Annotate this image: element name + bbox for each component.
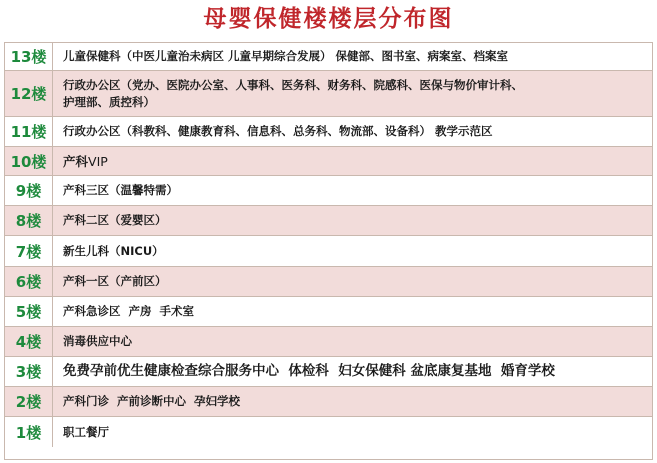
table-row-13 bbox=[5, 43, 652, 71]
table-row-4 bbox=[5, 327, 652, 357]
floor-content: 新生儿科（NICU） bbox=[63, 243, 164, 258]
floor-label: 9楼 bbox=[5, 176, 53, 205]
floor-table bbox=[4, 42, 653, 460]
floor-content: 产科一区（产前区） bbox=[63, 274, 167, 288]
floor-content: 消毒供应中心 bbox=[63, 334, 132, 348]
floor-label: 13楼 bbox=[5, 43, 53, 70]
floor-label: 8楼 bbox=[5, 206, 53, 235]
floor-label: 4楼 bbox=[5, 327, 53, 356]
table-row-3 bbox=[5, 357, 652, 387]
table-row-10 bbox=[5, 147, 652, 176]
table-row-2 bbox=[5, 387, 652, 417]
floor-label: 3楼 bbox=[5, 357, 53, 386]
floor-label: 1楼 bbox=[5, 417, 53, 447]
floor-content: 行政办公区（党办、医院办公室、人事科、医务科、财务科、院感科、医保与物价审计科、 护理部、质控科） bbox=[63, 77, 523, 109]
floor-content-vip: VIP bbox=[88, 153, 108, 169]
table-row-5 bbox=[5, 297, 652, 327]
floor-label: 2楼 bbox=[5, 387, 53, 416]
table-row-8 bbox=[5, 206, 652, 236]
floor-content: 产科二区（爱婴区） bbox=[63, 213, 167, 227]
floor-content bbox=[53, 147, 652, 175]
floor-content: 产科门诊 产前诊断中心 孕妇学校 bbox=[63, 394, 241, 408]
table-row-11 bbox=[5, 117, 652, 147]
table-row-9 bbox=[5, 176, 652, 206]
floor-label: 7楼 bbox=[5, 236, 53, 266]
table-row-1 bbox=[5, 417, 652, 447]
floor-label: 10楼 bbox=[5, 147, 53, 175]
page-title: 母婴保健楼楼层分布图 bbox=[203, 5, 454, 32]
floor-label: 12楼 bbox=[5, 71, 53, 116]
table-row-12 bbox=[5, 71, 652, 117]
floor-content-main: 产科 bbox=[63, 153, 89, 169]
floor-content: 产科急诊区 产房 手术室 bbox=[63, 304, 195, 318]
floor-content: 产科三区（温馨特需） bbox=[63, 183, 178, 197]
floor-label: 5楼 bbox=[5, 297, 53, 326]
floor-content: 职工餐厅 bbox=[63, 424, 109, 439]
floor-label: 11楼 bbox=[5, 117, 53, 146]
floor-content: 儿童保健科（中医儿童治未病区 儿童早期综合发展） 保健部、图书室、病案室、档案室 bbox=[63, 49, 509, 63]
floor-label: 6楼 bbox=[5, 267, 53, 296]
table-row-7 bbox=[5, 236, 652, 267]
floor-content: 免费孕前优生健康检查综合服务中心 体检科 妇女保健科 盆底康复基地 婚育学校 bbox=[63, 363, 555, 379]
table-row-6 bbox=[5, 267, 652, 297]
floor-content: 行政办公区（科教科、健康教育科、信息科、总务科、物流部、设备科） 教学示范区 bbox=[63, 124, 493, 138]
